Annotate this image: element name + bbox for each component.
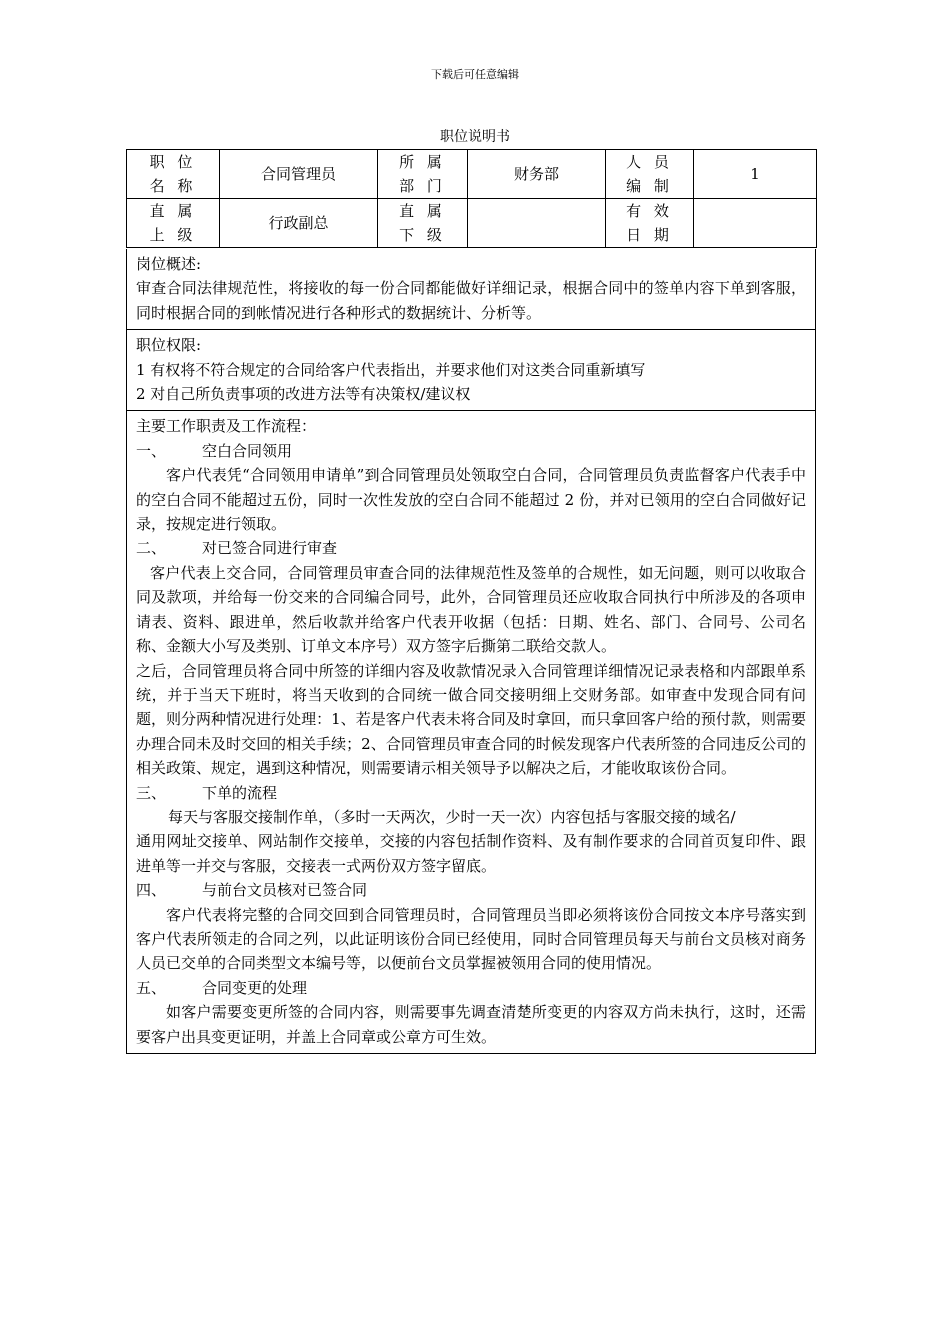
document-title: 职位说明书: [440, 129, 510, 145]
step-text: 通用网址交接单、网站制作交接单，交接的内容包括制作资料、及有制作要求的合同首页复印件、跟进单等一并交与客服，交接表一式两份双方签字留底。: [136, 832, 806, 875]
department-value: 财务部: [468, 150, 606, 199]
step-heading: 四、 与前台文员核对已签合同: [136, 881, 368, 900]
position-name-label: 职 位 名 称: [127, 150, 220, 199]
staffing-label: 人 员 编 制: [606, 150, 694, 199]
authority-item: 2 对自己所负责事项的改进方法等有决策权/建议权: [136, 385, 471, 404]
duties-section: [127, 410, 815, 1053]
overview-heading: 岗位概述:: [136, 255, 202, 273]
superior-value: 行政副总: [220, 199, 378, 248]
authority-section: [127, 329, 815, 410]
step-text: 客户代表上交合同，合同管理员审查合同的法律规范性及签单的合规性，如无问题，则可以收取合同及款项，并给每一份交来的合同编合同号，此外，合同管理员还应收取合同执行中所涉及的各项申请表、资料、跟进单，然后收款并给客户代表开收据（包括：日期、姓名、部门、合同号、公司名称、金额大小写及类别、订单文本序号）双方签字后撕第二联给交款人。: [136, 563, 806, 656]
step-text: 客户代表凭“合同领用申请单”到合同管理员处领取空白合同，合同管理员负责监督客户代表手中的空白合同不能超过五份，同时一次性发放的空白合同不能超过 2 份，并对已领用的空白合同做好记录，按规定进行领取。: [136, 466, 806, 534]
table-row: [127, 199, 817, 248]
header-note: 下载后可任意编辑: [431, 68, 519, 81]
table-row: [127, 150, 817, 199]
authority-item: 1 有权将不符合规定的合同给客户代表指出，并要求他们对这类合同重新填写: [136, 360, 646, 379]
step-heading: 一、 空白合同领用: [136, 441, 293, 460]
staffing-value: 1: [694, 150, 817, 199]
step-text: 每天与客服交接制作单，（多时一天两次，少时一天一次）内容包括与客服交接的域名/: [168, 807, 736, 826]
step-heading: 五、 合同变更的处理: [136, 978, 308, 997]
department-label: 所 属 部 门: [378, 150, 468, 199]
superior-label: 直 属 上 级: [127, 199, 220, 248]
step-text: 如客户需要变更所签的合同内容，则需要事先调查清楚所变更的内容双方尚未执行，这时，还需要客户出具变更证明，并盖上合同章或公章方可生效。: [136, 1003, 806, 1046]
position-name-value: 合同管理员: [220, 150, 378, 199]
valid-date-value: [694, 199, 817, 248]
authority-heading: 职位权限:: [136, 336, 202, 355]
step-heading: 三、 下单的流程: [136, 783, 278, 802]
duties-heading: 主要工作职责及工作流程：: [136, 417, 317, 436]
job-description-body: [126, 249, 816, 1054]
subordinate-value: [468, 199, 606, 248]
overview-text: 审查合同法律规范性，将接收的每一份合同都能做好详细记录，根据合同中的签单内容下单到客服，同时根据合同的到帐情况进行各种形式的数据统计、分析等。: [136, 279, 806, 322]
step-text: 之后，合同管理员将合同中所签的详细内容及收款情况录入合同管理详细情况记录表格和内部跟单系统，并于当天下班时，将当天收到的合同统一做合同交接明细上交财务部。如审查中发现合同有问题，则分两种情况进行处理：1、若是客户代表未将合同及时拿回，而只拿回客户给的预付款，则需要办理合同未及时交回的相关手续；2、合同管理员审查合同的时候发现客户代表所签的合同违反公司的相关政策、规定，遇到这种情况，则需要请示相关领导予以解决之后，才能收取该份合同。: [136, 661, 806, 778]
overview-section: [127, 249, 815, 329]
step-text: 客户代表将完整的合同交回到合同管理员时，合同管理员当即必须将该份合同按文本序号落实到客户代表所领走的合同之列，以此证明该份合同已经使用，同时合同管理员每天与前台文员核对商务人员已交单的合同类型文本编号等，以便前台文员掌握被领用合同的使用情况。: [136, 905, 806, 973]
position-info-table: [126, 149, 817, 248]
step-heading: 二、 对已签合同进行审查: [136, 539, 338, 558]
valid-date-label: 有 效 日 期: [606, 199, 694, 248]
subordinate-label: 直 属 下 级: [378, 199, 468, 248]
